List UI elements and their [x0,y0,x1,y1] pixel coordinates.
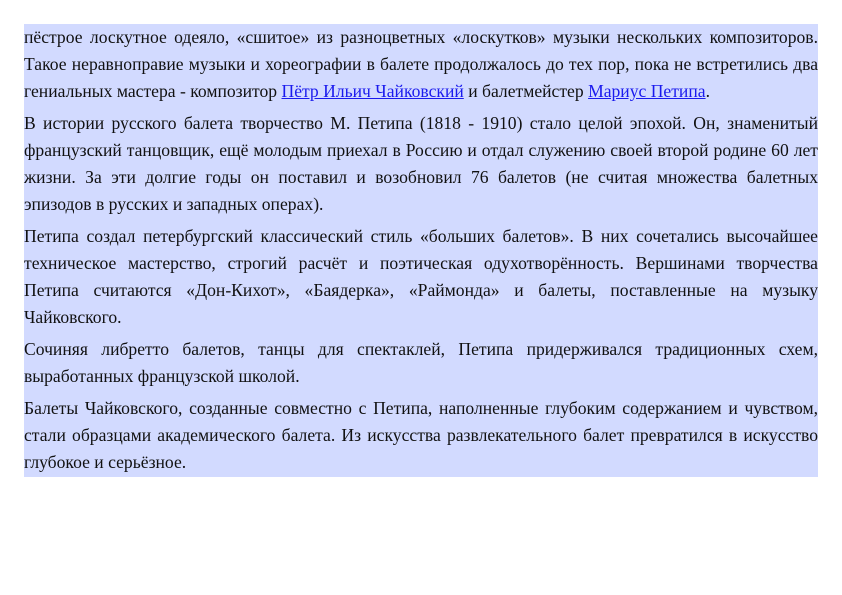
petipa-link[interactable]: Мариус Петипа [588,81,706,101]
paragraph-3: Петипа создал петербургский классический стиль «больших балетов». В них сочетались высочайшее техническое мастерство, строгий расчёт и поэтическая одухотворённость. Вершинами творчества Петипа считаются «Дон-Кихот», «Баядерка», «Раймонда» и балеты, поставленные на музыку Чайковского. [24,226,818,327]
paragraph-2: В истории русского балета творчество М. Петипа (1818 - 1910) стало целой эпохой. Он, знаменитый французский танцовщик, ещё молодым приехал в Россию и отдал служению своей второй родине 60 лет жизни. За эти долгие годы он поставил и возобновил 76 балетов (не считая множества балетных эпизодов в русских и западных операх). [24,113,818,214]
paragraph-1-text-after: . [705,81,710,101]
text-block [24,24,818,477]
paragraph-1-text-middle: и балетмейстер [463,81,589,101]
paragraph-5: Балеты Чайковского, созданные совместно с Петипа, наполненные глубоким содержанием и чувством, стали образцами академического балета. Из искусства развлекательного балет превратился в искусство глубокое и серьёзное. [24,398,818,472]
tchaikovsky-link[interactable]: Пётр Ильич Чайковский [281,81,464,101]
paragraph-1-text-before: пёстрое лоскутное одеяло, «сшитое» из разноцветных «лоскутков» музыки нескольких композиторов. Такое неравноправие музыки и хореографии в балете продолжалось до тех пор, пока не встретились два гениальных мастера - композитор [24,27,818,101]
paragraph-1 [24,24,818,105]
paragraph-4: Сочиняя либретто балетов, танцы для спектаклей, Петипа придерживался традиционных схем, выработанных французской школой. [24,339,818,386]
